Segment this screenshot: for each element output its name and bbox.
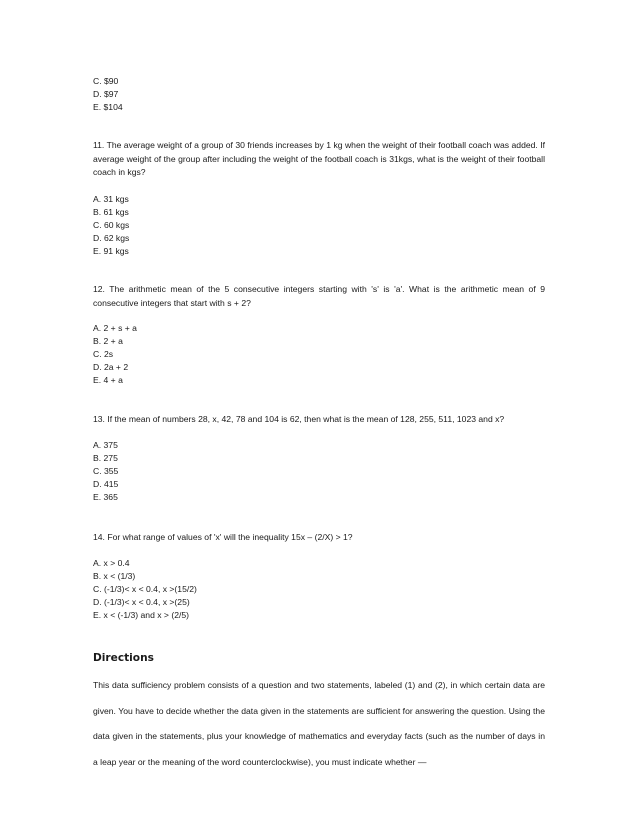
q11-option-d: D. 62 kgs <box>93 233 130 243</box>
q13-option-c: C. 355 <box>93 466 119 476</box>
q14-option-d: D. (-1/3)< x < 0.4, x >(25) <box>93 597 190 607</box>
q14-text: 14. For what range of values of 'x' will the inequality 15x – (2/X) > 1? <box>93 532 353 542</box>
q12-text: 12. The arithmetic mean of the 5 consecutive integers starting with 's' is 'a'. What is the arithmetic mean of 9 consecutive integers that start with s + 2? <box>93 284 545 308</box>
q10-option-d: D. $97 <box>93 89 119 99</box>
q13-option-b: B. 275 <box>93 453 118 463</box>
q10-option-e: E. $104 <box>93 102 123 112</box>
q14-option-c: C. (-1/3)< x < 0.4, x >(15/2) <box>93 584 197 594</box>
q13-option-d: D. 415 <box>93 479 119 489</box>
directions-paragraph: This data sufficiency problem consists of a question and two statements, labeled (1) and (2), in which certain data are given. You have to decide whether the data given in the statements are sufficient for answering the question. Using the data given in the statements, plus your knowledge of mathematics and everyday facts (such as the number of days in a leap year or the meaning of the word counterclockwise), you must indicate whether — <box>93 680 545 767</box>
q11-text: 11. The average weight of a group of 30 friends increases by 1 kg when the weight of their football coach was added. If average weight of the group after including the weight of the football coach is 31kgs, what is the weight of their football coach in kgs? <box>93 140 545 177</box>
directions-heading: Directions <box>93 652 154 664</box>
q11-option-b: B. 61 kgs <box>93 207 129 217</box>
q10-option-c: C. $90 <box>93 76 119 86</box>
q11-option-a: A. 31 kgs <box>93 194 129 204</box>
q12-option-c: C. 2s <box>93 349 114 359</box>
q13-option-e: E. 365 <box>93 492 118 502</box>
q13-text: 13. If the mean of numbers 28, x, 42, 78 and 104 is 62, then what is the mean of 128, 255, 511, 1023 and x? <box>93 414 505 424</box>
q12-option-b: B. 2 + a <box>93 336 123 346</box>
q14-option-b: B. x < (1/3) <box>93 571 136 581</box>
q14-option-a: A. x > 0.4 <box>93 558 130 568</box>
q13-option-a: A. 375 <box>93 440 118 450</box>
q12-option-a: A. 2 + s + a <box>93 323 137 333</box>
q12-option-d: D. 2a + 2 <box>93 362 129 372</box>
q11-option-e: E. 91 kgs <box>93 246 129 256</box>
q14-option-e: E. x < (-1/3) and x > (2/5) <box>93 610 190 620</box>
q11-option-c: C. 60 kgs <box>93 220 130 230</box>
q12-option-e: E. 4 + a <box>93 375 123 385</box>
